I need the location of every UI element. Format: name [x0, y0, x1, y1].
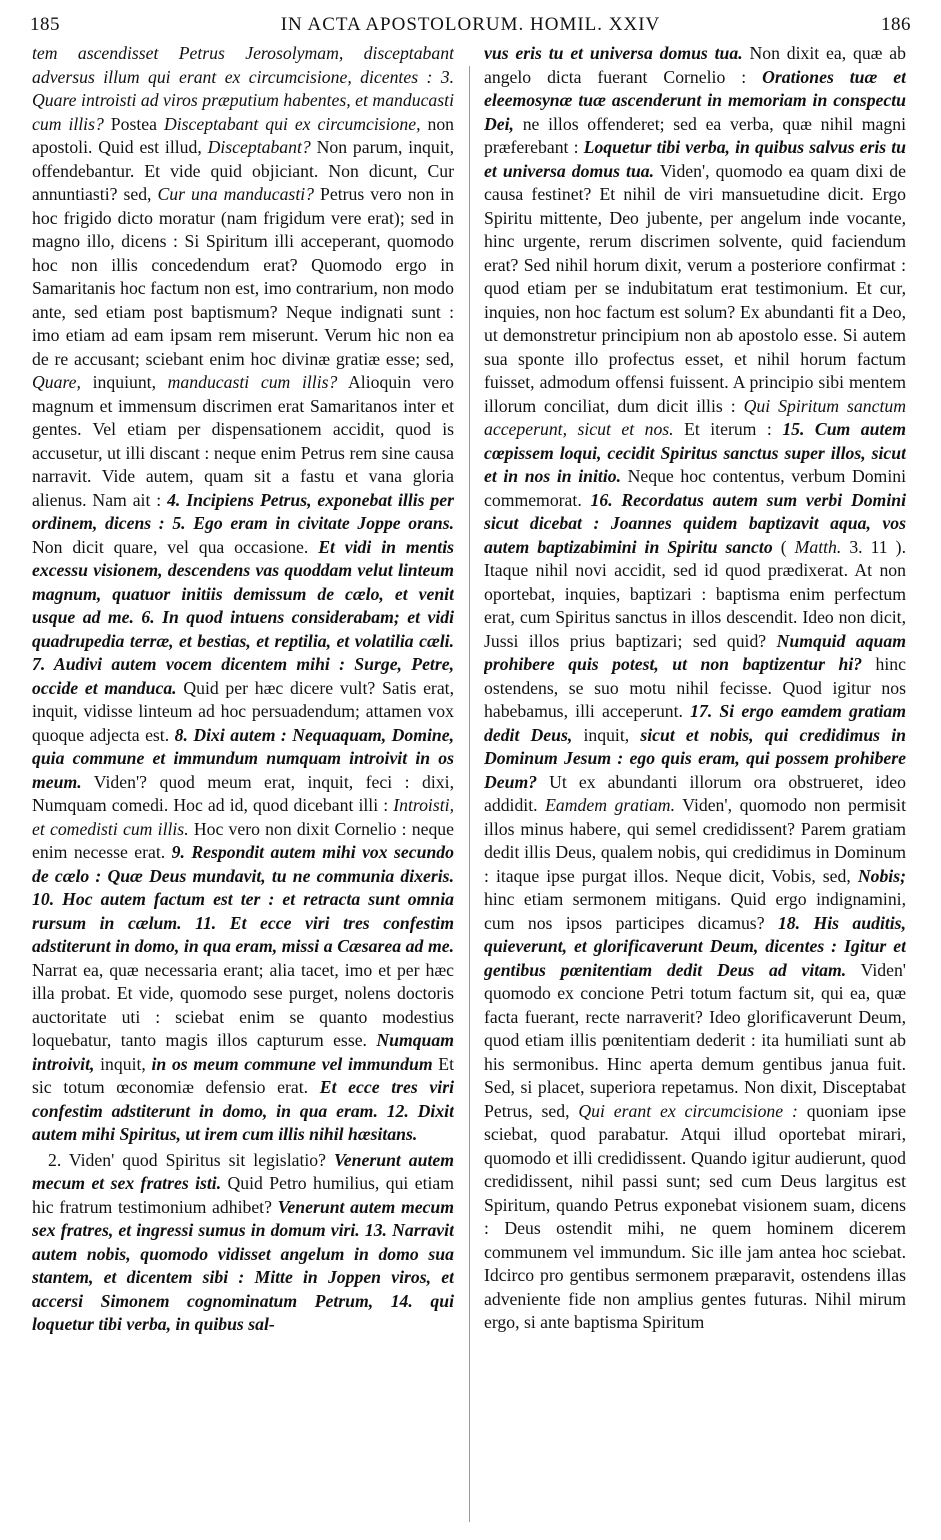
- text-segment: Quid Petro humilius, qui etiam hic fratrum testimonium adhibet?: [32, 1173, 454, 1217]
- text-segment: inquiunt,: [80, 372, 168, 392]
- text-segment: sicut et nobis, qui credidimus in Dominum Jesum : ego quis eram, qui possem prohibere Deum?: [484, 724, 906, 792]
- text-segment: Matth.: [794, 536, 842, 557]
- text-segment: tem ascendisset Petrus Jerosolymam, disceptabant adversus illum qui erant ex circumcisione, dicentes : 3. Quare introisti ad viros præputium habentes, et manducasti cum illis?: [32, 43, 454, 134]
- text-segment: 9. Respondit autem mihi vox secundo de cælo : Quæ Deus mundavit, tu ne communia dixeris. 10. Hoc autem factum est ter : et retracta sunt omnia rursum in cælum. 11. Et ecce viri tres confestim adstiterunt in domo, in qua eram, missi a Cæsarea ad me.: [32, 842, 454, 956]
- text-segment: Orationes tuæ et eleemosynæ tuæ ascenderunt in memoriam in conspectu Dei,: [484, 66, 906, 134]
- text-segment: Disceptabant qui ex circumcisione,: [163, 113, 421, 134]
- paragraph: [484, 42, 906, 1335]
- page-number-left: 185: [30, 14, 60, 35]
- text-segment: quoniam ipse sciebat, quod parabatur. Atqui illud oportebat mirari, quomodo et illi credidissent. Quando igitur audierunt, quod credidissent, nihil passi sunt; sed cum Deus largitus est Spiritum, quando Petrus exponebat visionem suam, dicens : Deus ostendit mihi, ne quem hominem dicerem communem vel immundum. Sic ille jam antea hoc sciebat. Idcirco pro gentibus sermonem præparavit, ostendens illas adveniente fide non amplius gentes futuras. Nihil mirum ergo, si ante baptisma Spiritum: [484, 1100, 906, 1332]
- text-segment: Qui erant ex circumcisione :: [578, 1100, 798, 1121]
- text-segment: 15. Cum autem cœpissem loqui, cecidit Spiritus sanctus super illos, sicut et in nos in initio.: [484, 419, 906, 486]
- text-segment: non apostoli. Quid est illud,: [32, 113, 454, 157]
- text-segment: (: [772, 536, 795, 557]
- text-segment: in os meum commune vel immundum: [151, 1053, 433, 1074]
- text-segment: Disceptabant?: [207, 137, 311, 157]
- text-segment: Numquid aquam prohibere quis potest, ut non baptizentur hi?: [484, 630, 906, 674]
- text-segment: 18. His auditis, quieverunt, et glorificaverunt Deum, dicentes : Igitur et gentibus pœnitentiam dedit Deus ad vitam.: [484, 912, 906, 980]
- right-column: [484, 42, 906, 1522]
- text-segment: Numquam introivit,: [32, 1030, 454, 1074]
- text-segment: Viden' quomodo ex concione Petri totum factum sit, qui ea, quæ facta fuerant, recte narraverit? Ideo glorificaverunt Deum, quod etiam illis pœnitentiam dederit : ita humiliati sunt ab his sermonibus. Hinc aperta demum gentibus janua fuit. Sed, si placet, superiora repetamus. Non dixit, Disceptabat Petrus, sed,: [484, 959, 906, 1121]
- text-segment: vus eris tu et universa domus tua.: [484, 43, 743, 63]
- text-segment: hinc ostendens, se suo motu nihil fecisse. Quod igitur nos habebamus, illi acceperunt.: [484, 654, 906, 721]
- text-segment: ne illos offenderet; sed ea verba, quæ nihil magni præferebant :: [484, 113, 906, 157]
- text-segment: Cur una manducasti?: [157, 184, 314, 204]
- text-segment: Loquetur tibi verba, in quibus salvus eris tu et universa domus tua.: [484, 137, 906, 181]
- column-divider: [469, 66, 470, 1522]
- text-segment: Et vidi in mentis excessu visionem, descendens vas quoddam velut linteum magnum, quatuor initiis demissum de cælo, et venit usque ad me. 6. In quod intuens considerabam; et vidi quadrupedia terræ, et bestias, et reptilia, et volatilia cæli. 7. Audivi autem vocem dicentem mihi : Surge, Petre, occide et manduca.: [32, 536, 454, 698]
- left-column: [32, 42, 454, 1522]
- text-segment: Postea: [103, 113, 164, 134]
- text-segment: 3. 11 ). Itaque nihil novi accidit, sed id quod prædixerat. At non oportebat, inquies, baptizari : baptisma enim perfectum erat, cum Spiritus sanctus in illos descendit. Ideo non dicit, Jussi illos prius baptizari; sed quid?: [484, 536, 906, 651]
- text-segment: hinc etiam sermonem mitigans. Quid ergo indignamini, cum nos ipsos participes dicamus?: [484, 889, 906, 933]
- text-segment: Viden', quomodo non permisit illos minus habere, qui semel credidissent? Parem gratiam dedit illis Deus, qualem nobis, qui credidimus in Dominum : itaque ipse purgat illos. Neque dicit, Vobis, sed,: [484, 795, 906, 886]
- text-segment: Non dixit ea, quæ ab angelo dicta fuerant Cornelio :: [484, 43, 906, 87]
- text-segment: manducasti cum illis?: [167, 372, 338, 392]
- text-segment: Quare,: [32, 372, 81, 392]
- text-segment: Et ecce tres viri confestim adstiterunt in domo, in qua eram. 12. Dixit autem mihi Spiritus, ut irem cum illis nihil hæsitans.: [32, 1077, 454, 1144]
- text-segment: Venerunt autem mecum sex fratres, et ingressi sumus in domum viri. 13. Narravit autem nobis, quomodo vidisset angelum in domo sua stantem, et dicentem sibi : Mitte in Joppen viros, et accersi Simonem cognominatum Petrum, 14. qui loquetur tibi verba, in quibus sal-: [32, 1196, 454, 1334]
- text-segment: Ut ex abundanti illorum ora obstrueret, ideo addidit.: [484, 771, 906, 815]
- text-segment: 16. Recordatus autem sum verbi Domini sicut dicebat : Joannes quidem baptizavit aqua, vos autem baptizabimini in Spiritu sancto: [484, 489, 906, 557]
- text-segment: Introisti, et comedisti cum illis.: [32, 795, 454, 839]
- text-segment: 4. Incipiens Petrus, exponebat illis per ordinem, dicens : 5. Ego eram in civitate Joppe orans.: [32, 489, 454, 533]
- paragraph: [32, 42, 454, 1147]
- text-segment: 2. Viden' quod Spiritus sit legislatio?: [48, 1149, 334, 1170]
- text-segment: Viden'? quod meum erat, inquit, feci : dixi, Numquam comedi. Hoc ad id, quod dicebant illi :: [32, 771, 454, 815]
- text-segment: inquit,: [572, 724, 641, 745]
- text-segment: Non parum, inquit, offendebantur. Et vide quid objiciant. Non dicunt, Cur annuntiasti? sed,: [32, 137, 454, 204]
- text-segment: Neque hoc contentus, verbum Domini commemorat.: [484, 466, 906, 510]
- text-segment: Venerunt autem mecum et sex fratres isti.: [32, 1149, 454, 1193]
- text-segment: Hoc vero non dixit Cornelio : neque enim necesse erat.: [32, 818, 454, 862]
- text-segment: Quid per hæc dicere vult? Satis erat, inquit, vidisse linteum ad hoc persuadendum; attamen vox quoque adjecta est.: [32, 677, 454, 745]
- text-segment: inquit,: [94, 1053, 152, 1074]
- text-segment: Petrus vero non in hoc frigido dicto moratur (nam frigidum vere erat); sed in magno illo, dicens : Si Spiritum illi acceperant, quomodo hoc non illis concedendum erat? Quomodo ergo in Samaritanis hoc factum non est, imo contrarium, non modo ante, sed etiam post baptismum? Neque indignati sunt : imo etiam ad eam ipsam rem miserunt. Verum hic non ea de re accusant; sciebant enim hoc divinæ gratiæ esse; sed,: [32, 184, 454, 369]
- text-segment: Qui Spiritum sanctum acceperunt, sicut et nos.: [484, 395, 906, 439]
- text-segment: Non dicit quare, vel qua occasione.: [32, 536, 319, 557]
- text-segment: Narrat ea, quæ necessaria erant; alia tacet, imo et per hæc illa probat. Et vide, quomodo sese purget, nolens doctoris auctoritate uti : sciebat enim se quanto modestius loquebatur, tanto magis illos capturum esse.: [32, 959, 454, 1050]
- text-segment: Et sic totum œconomiæ defensio erat.: [32, 1053, 454, 1097]
- text-segment: Alioquin vero magnum et immensum discrimen erat Samaritanos inter et gentes. Vel etiam per dispensationem accidit, quod is accusetur, ut illi discant : neque enim Petrus rem sine causa narravit. Vide autem, quam sit a fastu et vana gloria alienus. Nam ait :: [32, 372, 454, 510]
- text-segment: Nobis;: [857, 865, 906, 886]
- paragraph: [32, 1149, 454, 1337]
- text-segment: Et iterum :: [673, 419, 783, 439]
- page-header: [30, 10, 911, 40]
- text-segment: 17. Si ergo eamdem gratiam dedit Deus,: [484, 701, 906, 745]
- text-segment: 8. Dixi autem : Nequaquam, Domine, quia commune et immundum numquam introivit in os meum.: [32, 724, 454, 792]
- text-segment: Eamdem gratiam.: [545, 795, 675, 815]
- text-segment: Viden', quomodo ea quam dixi de causa festinet? Et nihil de viri mansuetudine dicit. Ergo Spiritu mittente, Deo jubente, per angelum inde vocante, hinc urgente, rerum discrimen solvente, quid faciendum erat? Sed nihil horum dixit, verum a posteriore confirmat : quod etiam per se indubitatum erat testimonium. Et cur, inquies, non hoc factum est solum? Ex abundanti fit a Deo, ut demonstretur principium non ab apostolo esse. Si autem sua sponte illo profectus esset, et nihil horum factum fuisset, admodum offensi fuissent. A principio sibi mentem illorum conciliat, dum dicit illis :: [484, 160, 906, 416]
- page-number-right: 186: [880, 14, 911, 35]
- running-title: IN ACTA APOSTOLORUM. HOMIL. XXIV: [280, 14, 661, 35]
